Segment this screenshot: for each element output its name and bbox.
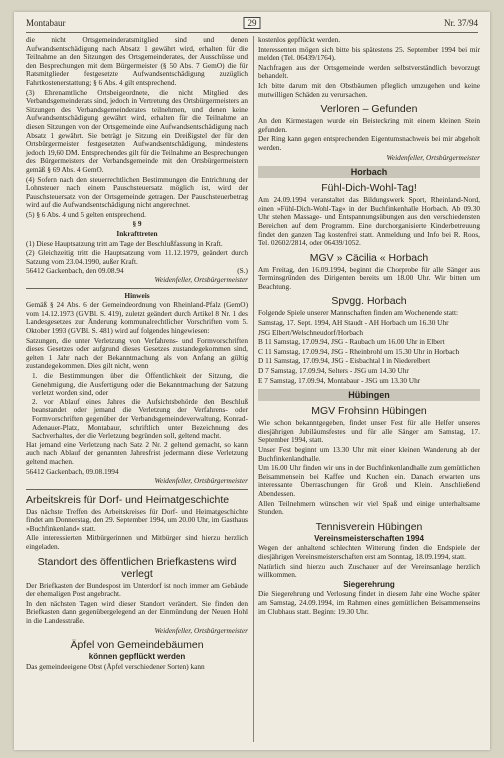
seal-mark: (S.) bbox=[237, 266, 248, 276]
paragraph: Satzungen, die unter Verletzung von Verfahrens- und Formvorschriften dieses Gesetzes oder aufgrund dieses Gesetzes zustandegekommen sind, gelten 1 Jahr nach der Bekanntmachung als von Anfang an gültig zustandegekommen. Dies gilt nicht, wenn bbox=[26, 335, 248, 371]
article-subtitle: können gepflückt werden bbox=[88, 652, 186, 662]
header-publication: Montabaur bbox=[26, 18, 66, 28]
paragraph: Der Briefkasten der Bundespost im Unterdorf ist noch immer am Gebäude der ehemaligen Post angebracht. bbox=[26, 580, 248, 599]
signature: Weidenfeller, Ortsbürgermeister bbox=[154, 625, 248, 635]
paragraph: Wie schon bekanntgegeben, findet unser Fest für alle Helfer unseres diesjährigen Jubiläumsfestes und für alle Sänger am Samstag, 17. September 1994, statt. bbox=[258, 418, 480, 445]
article-title: Spvgg. Horbach bbox=[331, 295, 407, 308]
section-title: Inkrafttreten bbox=[116, 229, 158, 239]
article-subtitle: Siegerehrung bbox=[343, 579, 395, 589]
paragraph: Gemäß § 24 Abs. 6 der Gemeindeordnung von Rheinland-Pfalz (GemO) vom 14.12.1973 (GVBl. S. 419), zuletzt geändert durch Artikel 8 Nr. 1 des Landesgesetzes zur Änderung kommunalrechtlicher Vorschriften vom 5. Oktober 1993 (GVBl. S. 481) wird auf folgendes hingewiesen: bbox=[26, 300, 248, 335]
paragraph: Hat jemand eine Verletzung nach Satz 2 Nr. 2 geltend gemacht, so kann auch nach Ablauf der genannten Jahresfrist jedermann diese Verletzung geltend machen. bbox=[26, 439, 248, 466]
column-separator bbox=[253, 36, 254, 742]
place-date: 56412 Gackenbach, den 09.08.94 bbox=[26, 266, 124, 276]
paragraph: Das nächste Treffen des Arbeitskreises für Dorf- und Heimatgeschichte findet am Donnerstag, den 29. September 1994, um 20.00 Uhr, im Gasthaus »Buchfinkenland« statt. bbox=[26, 506, 248, 533]
signature: Weidenfeller, Ortsbürgermeister bbox=[154, 275, 248, 285]
game-line: Samstag, 17. Sept. 1994, AH Staudt - AH Horbach um 16.30 Uhr bbox=[258, 318, 449, 328]
paragraph: die nicht Ortsgemeinderatsmitglied sind und denen Aufwandsentschädigung nach Absatz 1 gewährt wird, erhalten für die Teilnahme an den Sitzungen des Ortsgemeinderates, der Ausschüsse und den Besprechungen mit dem Bürgermeister (§ 50 Abs. 7 GemO) die für Ratsmitglieder festgesetzte Aufwandsentschädigung zuzüglich Fahrtkostenerstattung; § 6 Abs. 4 gilt entsprechend. bbox=[26, 35, 248, 87]
place-date: 56412 Gackenbach, 09.08.1994 bbox=[26, 466, 119, 476]
list-item: 2. vor Ablauf eines Jahres die Aufsichtsbehörde den Beschluß beanstandet oder jemand die Verletzung der Verfahrens- oder Formvorschriften gegenüber der Verbandsgemeindeverwaltung, Konrad-Adenauer-Platz, Montabaur, schriftlich unter Bezeichnung des Sachverhaltes, der die Verletzung begründen soll, geltend macht. bbox=[32, 396, 248, 441]
article-title: MGV Frohsinn Hübingen bbox=[311, 405, 427, 418]
paragraph: Natürlich sind hierzu auch Zuschauer auf der Vereinsanlage herzlich willkommen. bbox=[258, 561, 480, 580]
paragraph: Ich bitte darum mit den Obstbäumen pfleglich umzugehen und keine mutwilligen Schäden zu verursachen. bbox=[258, 80, 480, 99]
paragraph: An den Kirmestagen wurde ein Beisteckring mit einem kleinen Stein gefunden. bbox=[258, 116, 480, 134]
paragraph: Der Ring kann gegen entsprechenden Eigentumsnachweis bei mir abgeholt werden. bbox=[258, 134, 480, 152]
hinweis-heading: Hinweis bbox=[124, 290, 150, 300]
article-title: Verloren – Gefunden bbox=[320, 103, 418, 116]
page-header bbox=[26, 18, 478, 33]
paragraph: (5) § 6 Abs. 4 und 5 gelten entsprechend. bbox=[26, 209, 146, 219]
left-column bbox=[26, 36, 248, 672]
newspaper-page bbox=[14, 12, 490, 750]
paragraph: Um 16.00 Uhr finden wir uns in der Buchfinkenlandhalle zum gemütlichen Beisammensein bei Kaffee und Kuchen ein. Danach erwarten uns interessante Überraschungen für Groß und Klein. Anschließend Abendessen. bbox=[258, 463, 480, 498]
game-line: JSG Elbert/Welschneudorf/Horbach bbox=[258, 327, 363, 337]
article-title: Äpfel von Gemeindebäumen bbox=[70, 639, 204, 652]
paragraph: Alle interessierten Mitbürgerinnen und Mitbürger sind hierzu herzlich eingeladen. bbox=[26, 533, 248, 552]
right-column bbox=[258, 36, 480, 617]
game-line: B 11 Samstag, 17.09.94, JSG - Raubach um 16.00 Uhr in Elbert bbox=[258, 337, 445, 347]
paragraph: Nachfragen aus der Ortsgemeinde werden selbstverständlich bevorzugt behandelt. bbox=[258, 62, 480, 81]
paragraph: Am 24.09.1994 veranstaltet das Bildungswerk Sport, Rheinland-Nord, einen »Fühl-Dich-Wohl-Tag« in der Buchfinkenhalle Horbach. Ab 09.30 Uhr stehen Massage- und Entspannungsübungen aus den verschiedensten Bereichen auf dem Programm. Eine durchorganisierte Kinderbetreuung findet den ganzen Tag kostenfrei statt. Anmeldung und Info bei R. Roos, Tel. 02602/2814, oder 06439/1052. bbox=[258, 195, 480, 248]
paragraph: In den nächsten Tagen wird dieser Standort verändert. Sie finden den Briefkasten dann gegenübergelegend an der Einmündung der Neuen Hohl in die Landesstraße. bbox=[26, 598, 248, 626]
header-issue-number: Nr. 37/94 bbox=[443, 18, 478, 28]
paragraph: Interessenten mögen sich bitte bis spätestens 25. September 1994 bei mir melden (Tel. 06439/1764). bbox=[258, 44, 480, 63]
paragraph: Am Freitag, den 16.09.1994, beginnt die Chorprobe für alle Sänger aus Terminsgründen des Dirigenten bereits um 18.00 Uhr. Wir bitten um Beachtung. bbox=[258, 264, 480, 291]
article-title: Arbeitskreis für Dorf- und Heimatgeschichte bbox=[26, 493, 230, 506]
paragraph: kostenlos gepflückt werden. bbox=[258, 35, 341, 44]
signature: Weidenfeller, Ortsbürgermeister bbox=[386, 152, 480, 162]
article-title: MGV » Cäcilia « Horbach bbox=[309, 251, 429, 264]
section-bar-horbach: Horbach bbox=[258, 166, 480, 178]
paragraph: (1) Diese Hauptsatzung tritt am Tage der Beschlußfassung in Kraft. bbox=[26, 238, 223, 248]
paragraph: (4) Sofern nach den steuerrechtlichen Bestimmungen die Entrichtung der Lohnsteuer nach einem Pauschsteuersatz möglich ist, wird der Pauschsteuersatz von der Ortsgemeinde getragen. Der Pauschsteuerbetrag wird auf die Aufwandsentschädigung nicht angerechnet. bbox=[26, 174, 248, 210]
condition-list bbox=[26, 372, 248, 441]
paragraph: (3) Ehrenamtliche Ortsbeigeordnete, die nicht Mitglied des Verbandsgemeinderats sind, jedoch in Vertretung des Ortsbürgermeisters an Sitzungen des Verbandsgemeinderates teilnehmen, und denen keine Aufwandsentschädigung gewährt wird, erhalten für die Teilnahme an diesen Sitzungen von der Ortsgemeinde eine Aufwandsentschädigung nach Absatz 1 gewährt. Sie beträgt je Sitzung ein Dreißigstel der für den Ortsbürgermeister festgesetzten Aufwandsentschädigung, mindestens jedoch 19,60 DM. Entsprechendes gilt für die Teilnahme an Besprechungen des Bürgermeisters der Verbandsgemeinde mit den Ortsbürgermeistern gemäß § 69 Abs. 4 GemO. bbox=[26, 87, 248, 174]
divider bbox=[26, 489, 248, 490]
list-item: 1. die Bestimmungen über die Öffentlichkeit der Sitzung, die Genehmigung, die Ausfertigung oder die Bekanntmachung der Satzung verletzt worden sind, oder bbox=[32, 370, 248, 398]
paragraph: Wegen der anhaltend schlechten Witterung finden die Endspiele der diesjährigen Vereinsmeisterschaften erst am Sonntag, 18.09.1994, statt. bbox=[258, 543, 480, 561]
article-title: Tennisverein Hübingen bbox=[315, 520, 423, 533]
game-line: D 7 Samstag, 17.09.94, Selters - JSG um 14.30 Uhr bbox=[258, 366, 409, 376]
header-page-number: 29 bbox=[244, 17, 261, 29]
divider bbox=[26, 288, 248, 289]
paragraph: Die Siegerehrung und Verlosung findet in diesem Jahr eine Woche später am Samstag, 24.09.1994, im Rahmen eines gemütlichen Beisammenseins im Clubhaus statt. Beginn: 19.30 Uhr. bbox=[258, 589, 480, 616]
paragraph: Das gemeindeeigene Obst (Äpfel verschiedener Sorten) kann bbox=[26, 661, 205, 671]
paragraph: Allen Teilnehmern wünschen wir viel Spaß und einige unterhaltsame Stunden. bbox=[258, 498, 480, 517]
article-title: Standort des öffentlichen Briefkastens wird verlegt bbox=[37, 555, 237, 580]
article-subtitle: Vereinsmeisterschaften 1994 bbox=[314, 533, 424, 543]
article-title: Fühl-Dich-Wohl-Tag! bbox=[321, 182, 417, 195]
game-line: E 7 Samstag, 17.09.94, Montabaur - JSG um 13.30 Uhr bbox=[258, 375, 421, 385]
paragraph: Unser Fest beginnt um 13.30 Uhr mit einer kleinen Wanderung ab der Buchfinkenlandhalle. bbox=[258, 445, 480, 463]
game-line: D 11 Samstag, 17.09.94, JSG - Eisbachtal I in Niederelbert bbox=[258, 356, 431, 366]
section-bar-huebingen: Hübingen bbox=[258, 389, 480, 401]
paragraph: Folgende Spiele unserer Mannschaften finden am Wochenende statt: bbox=[258, 308, 459, 318]
section-number: § 9 bbox=[132, 219, 142, 229]
game-line: C 11 Samstag, 17.09.94, JSG - Rheinbrohl um 15.30 Uhr in Horbach bbox=[258, 346, 460, 356]
paragraph: (2) Gleichzeitig tritt die Hauptsatzung vom 11.12.1979, geändert durch Satzung vom 23.04.1990, außer Kraft. bbox=[26, 248, 248, 266]
signature: Weidenfeller, Ortsbürgermeister bbox=[154, 476, 248, 486]
